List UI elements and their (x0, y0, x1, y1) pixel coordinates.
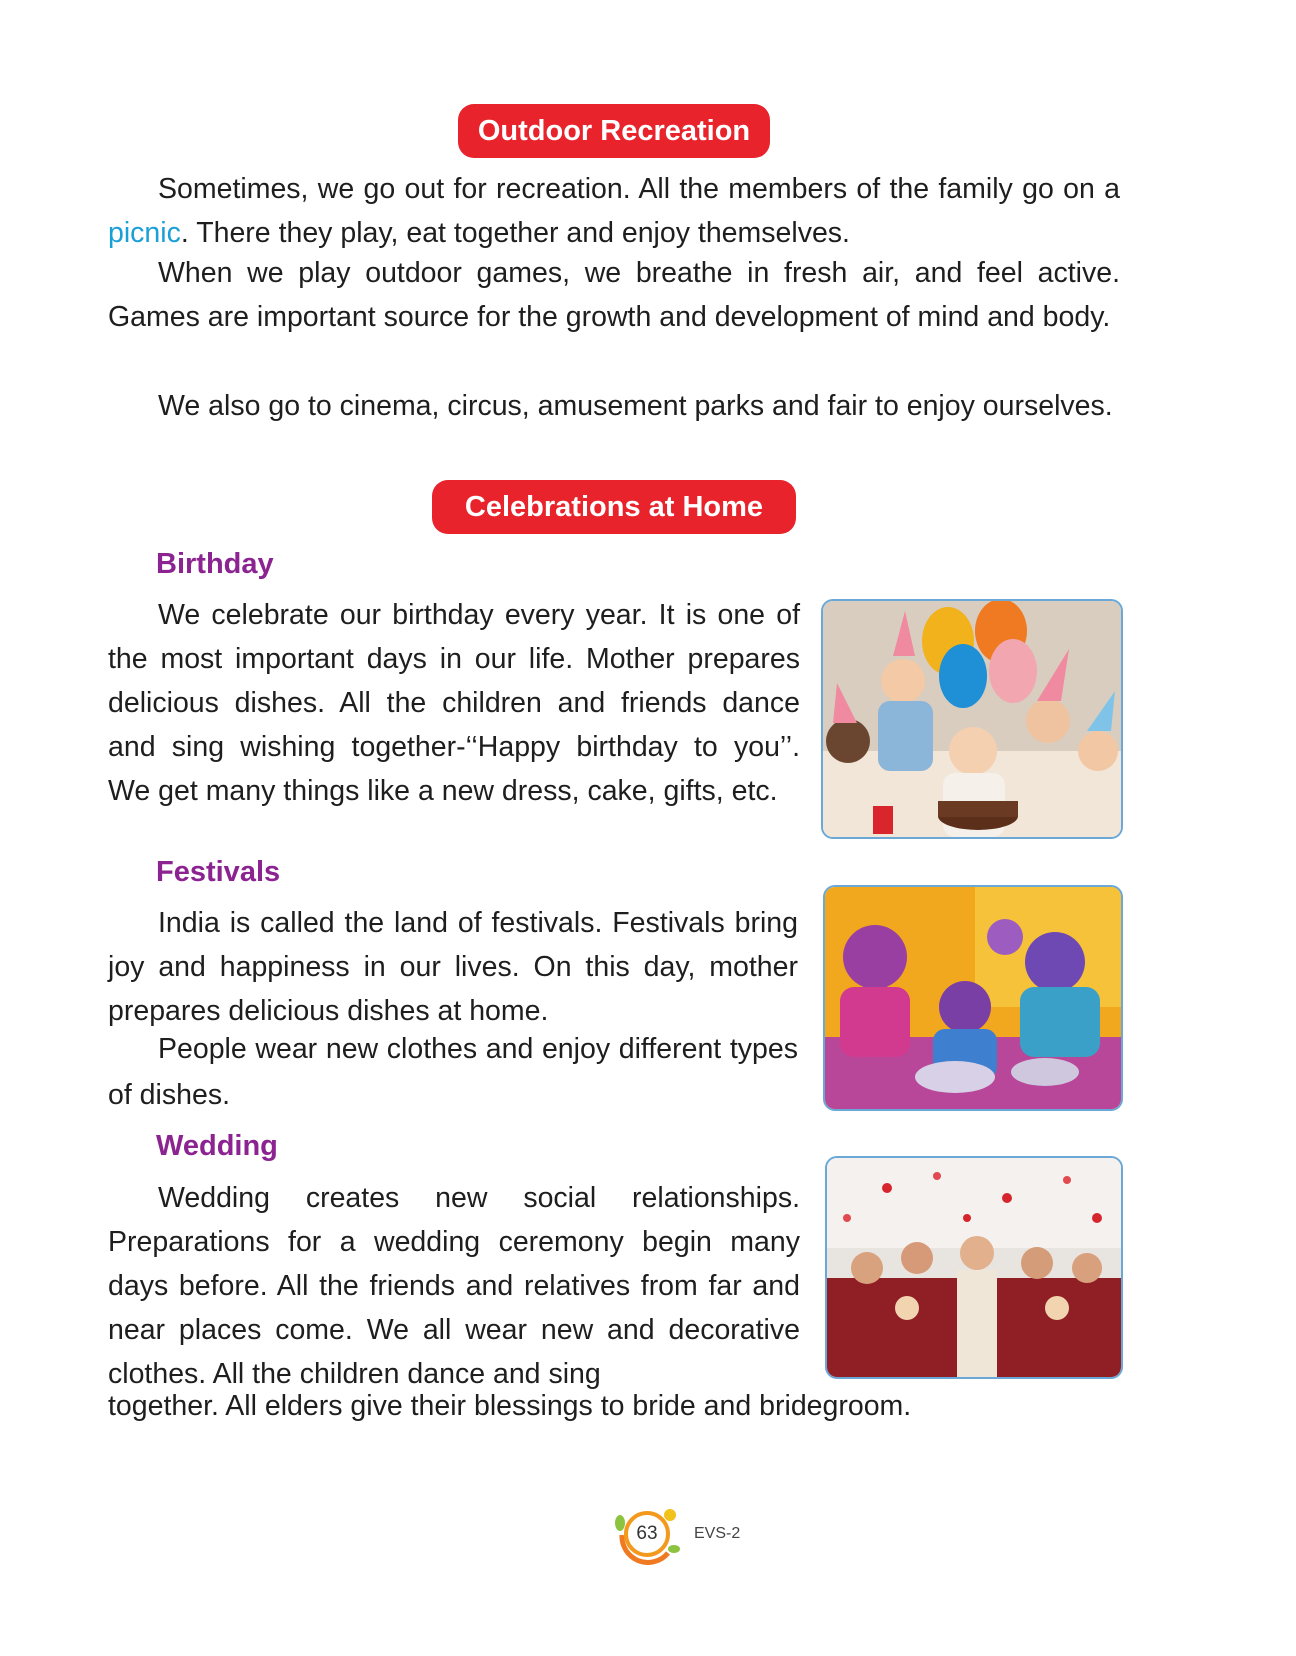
paragraph-outdoor-1-end: . There they play, eat together and enjoy themselves. (180, 217, 850, 249)
page-number: 63 (624, 1511, 670, 1557)
section-heading-outdoor-recreation: Outdoor Recreation (458, 104, 770, 158)
paragraph-birthday (108, 593, 800, 813)
picnic-keyword: picnic (108, 217, 181, 249)
paragraph-outdoor-3-text: We also go to cinema, circus, amusement parks and fair to enjoy ourselves. (158, 390, 1113, 422)
paragraph-wedding-last-text: together. All elders give their blessings to bride and bridegroom. (108, 1390, 912, 1422)
holi-festival-photo (823, 885, 1123, 1111)
paragraph-festivals-1-text: India is called the land of festivals. Festivals bring joy and happiness in our lives. On this day, mother prepares delicious dishes at home. (108, 907, 798, 1027)
paragraph-outdoor-1 (108, 167, 1120, 255)
paragraph-wedding-text: Wedding creates new social relationships. Preparations for a wedding ceremony begin many days before. All the friends and relatives from far and near places come. We all wear new and decorative clothes. All the children dance and sing (108, 1182, 800, 1390)
subheading-birthday: Birthday (156, 548, 274, 580)
paragraph-birthday-text: We celebrate our birthday every year. It is one of the most important days in our life. Mother prepares delicious dishes. All the children and friends dance and sing wishing together-‘‘Happy birthday to you’’. We get many things like a new dress, cake, gifts, etc. (108, 599, 800, 807)
paragraph-outdoor-1-text: Sometimes, we go out for recreation. All the members of the family go on a (158, 173, 1120, 205)
paragraph-outdoor-2 (108, 251, 1120, 339)
paragraph-festivals-2-text: People wear new clothes and enjoy different types of dishes. (108, 1033, 798, 1111)
paragraph-wedding-last-line (108, 1384, 1120, 1428)
paragraph-festivals-1 (108, 901, 798, 1033)
paragraph-outdoor-2-text: When we play outdoor games, we breathe in fresh air, and feel active. Games are important source for the growth and development of mind and body. (108, 257, 1120, 333)
section-heading-celebrations: Celebrations at Home (432, 480, 796, 534)
birthday-party-photo (821, 599, 1123, 839)
page-footer (612, 1505, 752, 1565)
paragraph-festivals-2 (108, 1026, 798, 1118)
subheading-festivals: Festivals (156, 856, 281, 888)
paragraph-wedding (108, 1176, 800, 1396)
wedding-celebration-photo (825, 1156, 1123, 1379)
paragraph-outdoor-3 (108, 384, 1120, 428)
subheading-wedding: Wedding (156, 1130, 278, 1162)
book-code: EVS-2 (694, 1525, 741, 1542)
